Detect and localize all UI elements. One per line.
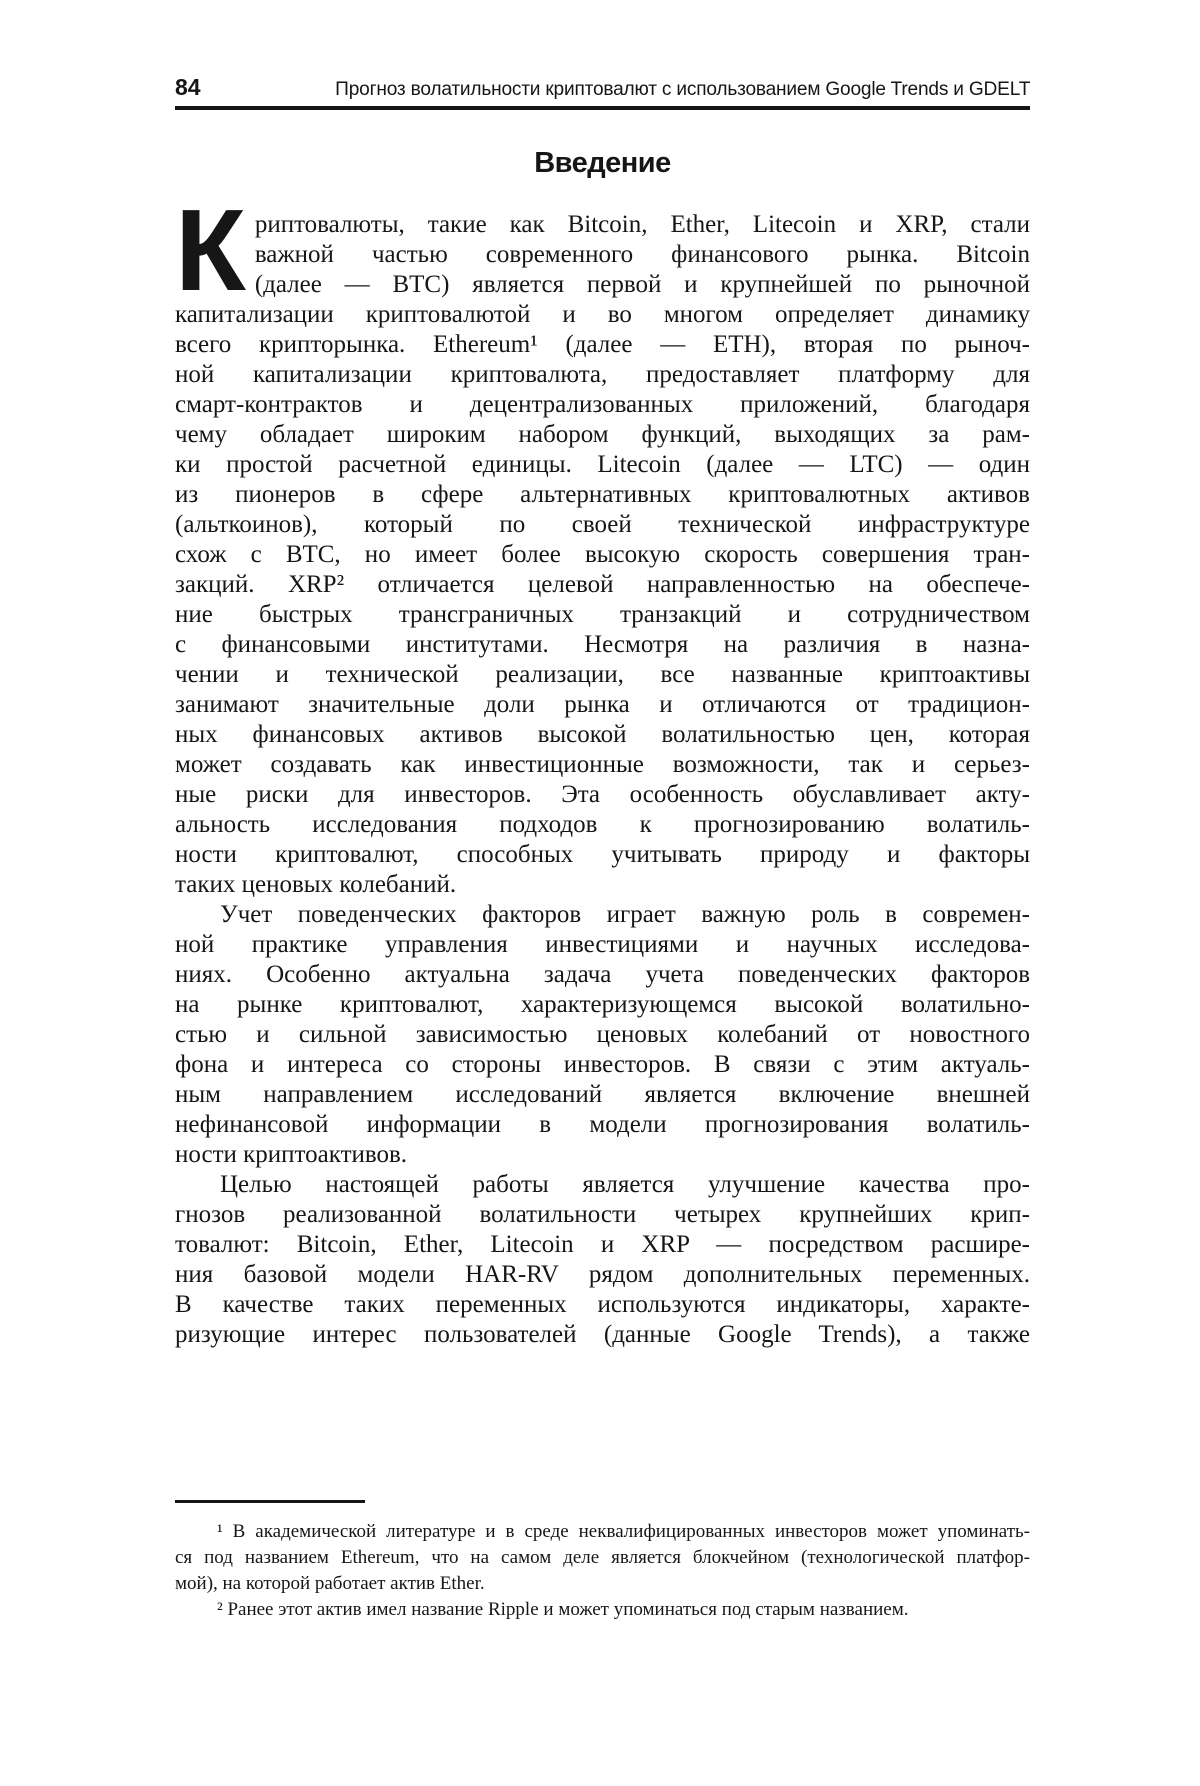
paragraph-lines: Учет поведенческих факторов играет важную роль в современ- ной практике управления инвестициями и научных исследова- ниях. Особенно актуальна задача учета поведенческих факторов на рынке криптовалют, характеризующемся высокой волатильно- стью и сильной зависимостью ценовых колебаний от новостного фона и интереса со стороны инвесторов. В связи с этим актуаль- ным направлением исследований является включение внешней нефинансовой информации в модели прогнозирования волатиль- ности криптоактивов.: [175, 901, 1030, 1168]
intro-paragraph: [175, 185, 1030, 900]
page-number: 84: [175, 74, 201, 100]
drop-cap: К: [175, 185, 244, 315]
paragraph-lines: Целью настоящей работы является улучшение качества про- гнозов реализованной волатильности четырех крупнейших крип- товалют: Bitcoin, Ether, Litecoin и XRP — посредством расшире- ния базовой модели HAR-RV рядом дополнительных переменных. В качестве таких переменных используются индикаторы, характе- ризующие интерес пользователей (данные Google Trends), а также: [175, 1171, 1030, 1348]
page-header: [175, 76, 1030, 110]
footnote-separator: [175, 1500, 365, 1503]
body-text: [175, 185, 1030, 1350]
footnote-1: [175, 1519, 1030, 1597]
paragraph-goal: [175, 1170, 1030, 1350]
footnote-2: [175, 1597, 1030, 1623]
running-title: Прогноз волатильности криптовалют с использованием Google Trends и GDELT: [334, 77, 1030, 100]
intro-paragraph-lines: риптовалюты, такие как Bitcoin, Ether, Litecoin и XRP, стали важной частью современного финансового рынка. Bitcoin (далее — BTC) является первой и крупнейшей по рыночной капитализации криптовалютой и во многом определяет динамику всего крипторынка. Ethereum¹ (далее — ETH), вторая по рыноч- ной капитализации криптовалюта, предоставляет платформу для смарт-контрактов и децентрализованных приложений, благодаря чему обладает широким набором функций, выходящих за рам- ки простой расчетной единицы. Litecoin (далее — LTC) — один из пионеров в сфере альтернативных криптовалютных активов (альткоинов), который по своей технической инфраструктуре схож с BTC, но имеет более высокую скорость совершения тран- закций. XRP² отличается целевой направленностью на обеспече- ние быстрых трансграничных транзакций и сотрудничеством с финансовыми институтами. Несмотря на различия в назна- чении и технической реализации, все названные криптоактивы занимают значительные доли рынка и отличаются от традицион- ных финансовых активов высокой волатильностью цен, которая может создавать как инвестиционные возможности, так и серьез- ные риски для инвесторов. Эта особенность обуславливает акту- альность исследования подходов к прогнозированию волатиль- ности криптовалют, способных учитывать природу и факторы таких ценовых колебаний.: [175, 211, 1030, 898]
section-title: Введение: [534, 147, 671, 179]
paragraph-behavioral-factors: [175, 900, 1030, 1170]
footnote-lines: ¹ В академической литературе и в среде неквалифицированных инвесторов может упоминать- ся под названием Ethereum, что на самом деле является блокчейном (технологической платфор- мой), на которой работает актив Ether.: [175, 1521, 1030, 1594]
footnote-lines: ² Ранее этот актив имел название Ripple и может упоминаться под старым названием.: [217, 1599, 909, 1620]
footnotes: [175, 1519, 1030, 1623]
